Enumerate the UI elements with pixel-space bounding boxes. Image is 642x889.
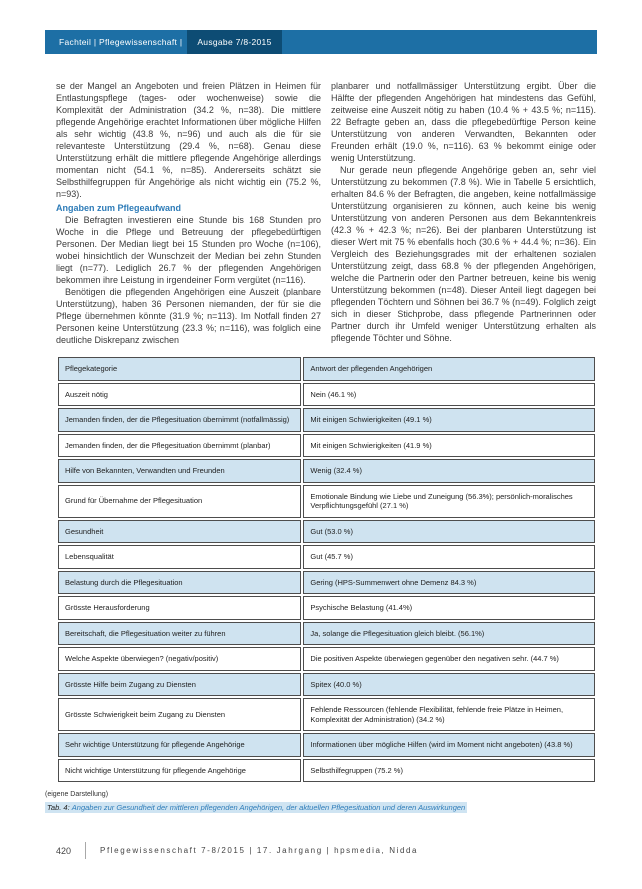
table-row: [58, 596, 595, 620]
table-row: [58, 622, 595, 646]
table-header-cell: Pflegekategorie: [58, 357, 301, 381]
table-row: [58, 545, 595, 569]
table-row: [58, 520, 595, 544]
source-note: (eigene Darstellung): [45, 791, 109, 798]
table-cell: Hilfe von Bekannten, Verwandten und Freunden: [58, 459, 301, 483]
table-row: [58, 383, 595, 407]
table-cell: Gesundheit: [58, 520, 301, 544]
table-caption: [45, 802, 597, 813]
header-section-label: Fachteil | Pflegewissenschaft |: [59, 37, 183, 47]
header-bar: [45, 30, 597, 54]
table-cell: Jemanden finden, der die Pflegesituation übernimmt (notfallmässig): [58, 408, 301, 432]
table-cell: Bereitschaft, die Pflegesituation weiter zu führen: [58, 622, 301, 646]
table-header-row: [58, 357, 595, 381]
page-footer: [56, 842, 418, 859]
table-cell: Lebensqualität: [58, 545, 301, 569]
table-cell: Wenig (32.4 %): [303, 459, 595, 483]
paragraph: Benötigen die pflegenden Angehörigen eine Auszeit (planbare Unterstützung), haben 36 Personen niemanden, der für sie die Pflege übernehmen könnte (31.9 %; n=113). Im Notfall finden 27 Personen keine Unterstützung (23.3 %; n=116), was folglich eine deutliche Diskrepanz zwischen: [56, 287, 321, 345]
caption-text: Angaben zur Gesundheit der mittleren pflegenden Angehörigen, der aktuellen Pflegesituation und deren Auswirkungen: [71, 803, 466, 812]
table-cell: Ja, solange die Pflegesituation gleich bleibt. (56.1%): [303, 622, 595, 646]
table-cell: Auszeit nötig: [58, 383, 301, 407]
table-cell: Informationen über mögliche Hilfen (wird im Moment nicht angeboten) (43.8 %): [303, 733, 595, 757]
page-number: 420: [56, 845, 72, 856]
table-row: [58, 485, 595, 518]
table-cell: Selbsthilfegruppen (75.2 %): [303, 759, 595, 783]
table-cell: Fehlende Ressourcen (fehlende Flexibilität, fehlende freie Plätze in Heimen, Komplexität der Administration) (34.2 %): [303, 698, 595, 731]
table-cell: Nicht wichtige Unterstützung für pflegende Angehörige: [58, 759, 301, 783]
table-cell: Mit einigen Schwierigkeiten (41.9 %): [303, 434, 595, 458]
header-issue-label: Ausgabe 7/8-2015: [187, 30, 281, 54]
table-cell: Gering (HPS-Summenwert ohne Demenz 84.3 %): [303, 571, 595, 595]
left-column: [56, 80, 321, 346]
table-row: [58, 698, 595, 731]
table-row: [58, 459, 595, 483]
table-cell: Gut (45.7 %): [303, 545, 595, 569]
section-heading: Angaben zum Pflegeaufwand: [56, 203, 182, 213]
table-row: [58, 673, 595, 697]
table-cell: Psychische Belastung (41.4%): [303, 596, 595, 620]
caption-label: Tab. 4:: [47, 803, 70, 812]
paragraph: Die Befragten investieren eine Stunde bis 168 Stunden pro Woche in die Pflege und Betreuung der pflegebedürftigen Personen. Der Median liegt bei 15 Stunden pro Woche (n=106), wobei hinsichtlich der Wunschzeit der Median bei zehn Stunden liegt (n=77). Lediglich 26.7 % der pflegenden Angehörigen bekommen ihre Leistung in irgendeiner Form vergütet (n=116).: [56, 215, 321, 285]
paragraph: Nur gerade neun pflegende Angehörige geben an, sehr viel Unterstützung zu bekommen (7.8 %). Wie in Tabelle 5 ersichtlich, erhalten 84.6 % der Befragten, die angeben, keine notfallmässige Unterstützung organisieren zu können, auch keine bis wenig Unterstützung von anderen Personen aus dem Bekanntenkreis (42.3 % + 42.3 %; n=26). Bei der planbaren Unterstützung ist dieser Wert mit 75 % ebenfalls hoch (30.6 % + 44.4 %; n=36). Ein Vergleich des Beziehungsgrades mit der erhaltenen sozialen Unterstützung zeigt, dass 68.8 % der pflegenden Angehörigen, welche die Partnerin oder den Partner betreuen, keine bis wenig Unterstützung bekommen (n=48). Dieser Anteil liegt dagegen bei pflegenden Töchtern und Söhnen bei 36.7 % (n=49). Folglich zeigt sich in dieser Stichprobe, dass pflegende Partnerinnen oder Partner durch ihr Umfeld weniger Unterstützung erhalten als pflegende Töchter und Söhne.: [331, 165, 596, 343]
table-row: [58, 434, 595, 458]
body-columns: [56, 80, 596, 346]
table-row: [58, 647, 595, 671]
table-row: [58, 408, 595, 432]
table-cell: Spitex (40.0 %): [303, 673, 595, 697]
care-categories-table: [56, 355, 597, 784]
table-row: [58, 759, 595, 783]
table-cell: Die positiven Aspekte überwiegen gegenüber den negativen sehr. (44.7 %): [303, 647, 595, 671]
table-cell: Jemanden finden, der die Pflegesituation übernimmt (planbar): [58, 434, 301, 458]
table-row: [58, 571, 595, 595]
table-cell: Nein (46.1 %): [303, 383, 595, 407]
table-cell: Sehr wichtige Unterstützung für pflegende Angehörige: [58, 733, 301, 757]
table-row: [58, 733, 595, 757]
paragraph: se der Mangel an Angeboten und freien Plätzen in Heimen für Entlastungspflege (tages- oder wochenweise) sowie die Komplexität der Administration (34.2 %, n=38). Die mittlere pflegende Angehörige erachtet Informationen über mögliche Hilfen als sehr wichtig (43.8 %, n=96) und auch als die für sie relevanteste Unterstützung (29.4 %, n=68). Genau diese Unterstützung erhält die mittlere pflegende Angehörige allerdings momentan nicht (54.1 %, n=85). Andererseits schätzt sie Selbsthilfegruppen für Angehörige als nicht wichtig ein (75.2 %, n=93).: [56, 81, 321, 199]
table-cell: Welche Aspekte überwiegen? (negativ/positiv): [58, 647, 301, 671]
table-header-cell: Antwort der pflegenden Angehörigen: [303, 357, 595, 381]
table-cell: Grund für Übernahme der Pflegesituation: [58, 485, 301, 518]
care-table-body: [58, 383, 595, 783]
footer-divider: [85, 842, 86, 859]
journal-info: Pflegewissenschaft 7-8/2015 | 17. Jahrgang | hpsmedia, Nidda: [100, 846, 419, 855]
table-cell: Grösste Herausforderung: [58, 596, 301, 620]
table-cell: Grösste Hilfe beim Zugang zu Diensten: [58, 673, 301, 697]
table-cell: Emotionale Bindung wie Liebe und Zuneigung (56.3%); persönlich-moralisches Verpflichtungsgefühl (27.1 %): [303, 485, 595, 518]
paragraph: planbarer und notfallmässiger Unterstützung ergibt. Über die Hälfte der pflegenden Angehörigen hat mindestens das Gefühl, zeitweise eine Auszeit nötig zu haben (10.4 % + 43.5 %; n=115). 22 Befragte geben an, dass die pflegebedürftige Person keine Unterstützung von anderen Verwandten, Bekannten oder Freunden erhält (19.0 %, n=116). 63 % bekommt einige oder wenig Unterstützung.: [331, 81, 596, 163]
table-cell: Gut (53.0 %): [303, 520, 595, 544]
table-cell: Belastung durch die Pflegesituation: [58, 571, 301, 595]
table-cell: Grösste Schwierigkeit beim Zugang zu Diensten: [58, 698, 301, 731]
caption-highlight: [45, 802, 467, 813]
table-cell: Mit einigen Schwierigkeiten (49.1 %): [303, 408, 595, 432]
right-column: [331, 80, 596, 346]
